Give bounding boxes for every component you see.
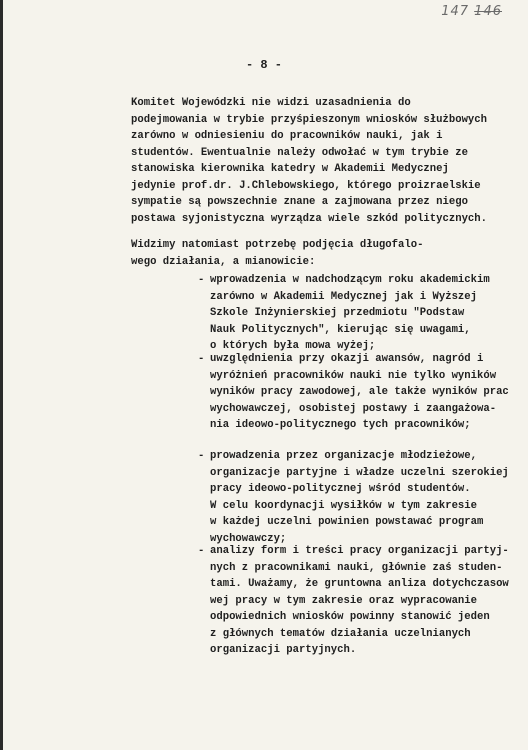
folio-current: 147 [441, 4, 470, 19]
bullet-3-dash: - [198, 450, 205, 462]
bullet-4-dash: - [198, 545, 205, 557]
folio-struck: 146 [474, 4, 502, 19]
bullet-1-dash: - [198, 274, 205, 286]
bullet-4-text: analizy form i treści pracy organizacji partyj- nych z pracownikami nauki, głównie zaś studen- tami. Uważamy, że gruntowna anliza dotychczasow wej pracy w tym zakresie oraz wypracowanie odpowiednich wniosków powinny stanowić jeden z głównych tematów działania uczelnianych organizacji partyjnych. [210, 545, 509, 656]
archive-folio-number [441, 4, 502, 19]
bullet-2-dash: - [198, 353, 205, 365]
scan-edge [0, 0, 3, 750]
page-number: - 8 - [245, 58, 282, 72]
bullet-2-text: uwzględnienia przy okazji awansów, nagród i wyróżnień pracowników nauki nie tylko wyników wyników pracy zawodowej, ale także wyników prac wychowawczej, osobistej postawy i zaangażowa- nia ideowo-politycznego tych pracowników; [210, 353, 509, 431]
bullet-1-text: wprowadzenia w nadchodzącym roku akademickim zarówno w Akademii Medycznej jak i Wyższej Szkole Inżynierskiej przedmiotu "Podstaw Nauk Politycznych", kierując się uwagami, o których była mowa wyżej; [210, 274, 490, 352]
paragraph-2: Widzimy natomiast potrzebę podjęcia długofalo- wego działania, a mianowicie: [131, 239, 424, 268]
bullet-3-text: prowadzenia przez organizacje młodzieżowe, organizacje partyjne i władze uczelni szerokiej pracy ideowo-politycznej wśród studentów. W celu koordynacji wysiłków w tym zakresie w każdej uczelni powinien powstawać program wychowawczy; [210, 450, 509, 545]
paragraph-1: Komitet Wojewódzki nie widzi uzasadnienia do podejmowania w trybie przyśpieszonym wniosków służbowych zarówno w odniesieniu do pracowników nauki, jak i studentów. Ewentualnie należy odwołać w tym trybie ze stanowiska kierownika katedry w Akademii Medycznej jedynie prof.dr. J.Chlebowskiego, którego proizraelskie sympatie są powszechnie znane a zajmowana przez niego postawa syjonistyczna wyrządza wiele szkód politycznych. [131, 97, 488, 225]
